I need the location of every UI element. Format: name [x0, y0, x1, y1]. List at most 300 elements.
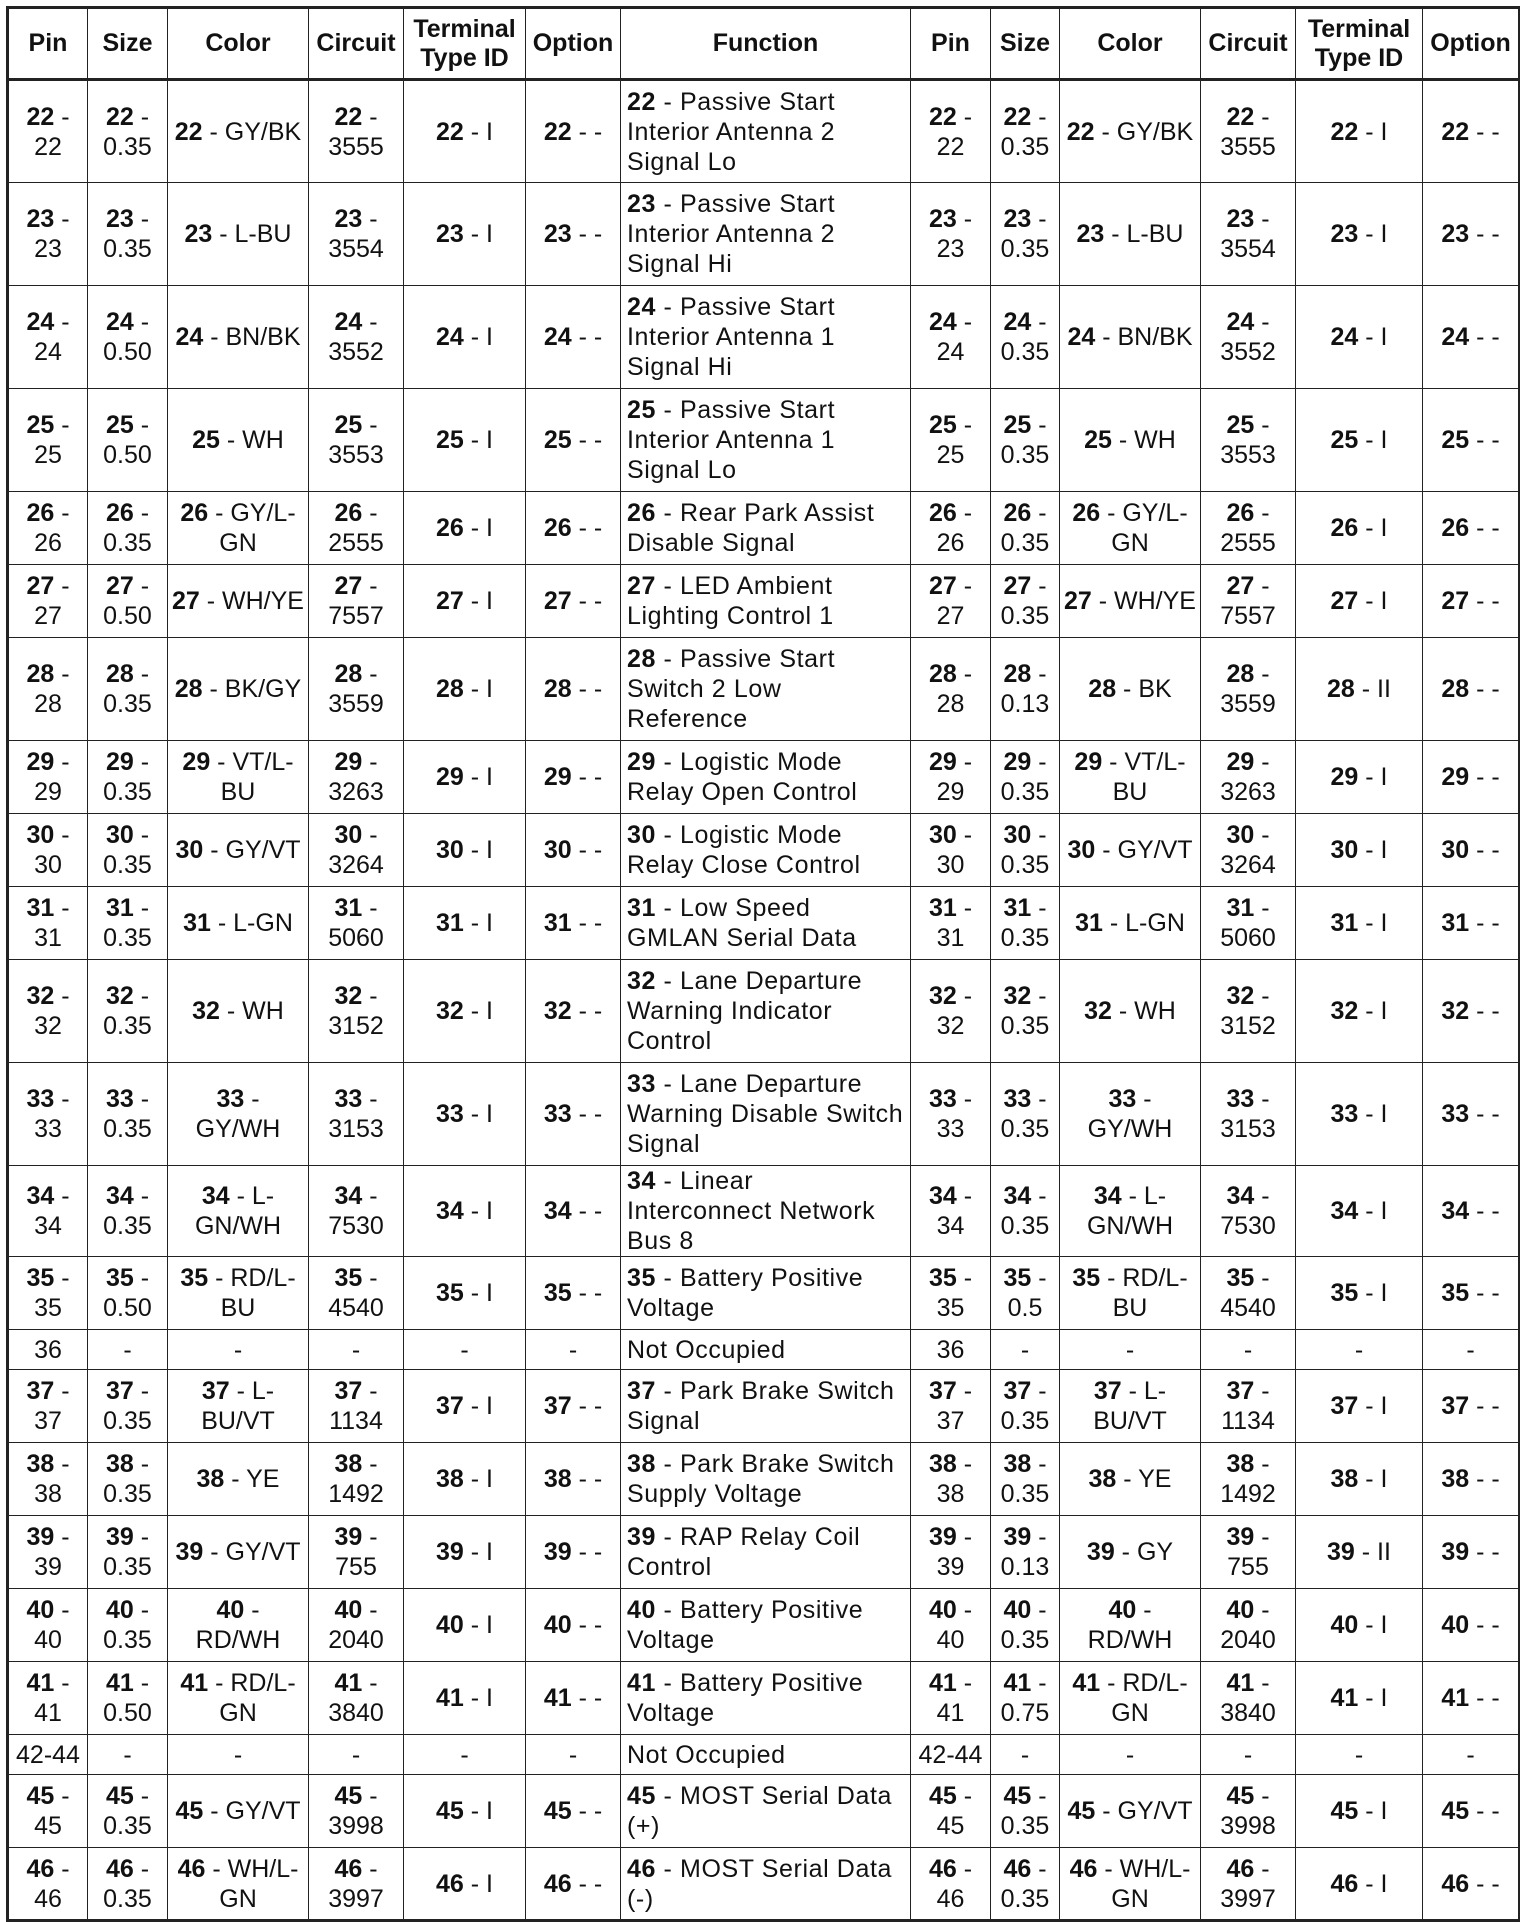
- color-cell-right: [1060, 887, 1201, 960]
- pin-cell-right-value: - 37: [936, 1377, 973, 1435]
- option-cell-left: [526, 638, 621, 741]
- option-cell-right-number: 23: [1441, 220, 1470, 248]
- pin-cell-left: [8, 492, 88, 565]
- terminal-type-cell-right-value: - I: [1358, 1279, 1388, 1307]
- function-number: 38: [627, 1450, 657, 1478]
- size-cell-right-value: - 0.35: [1000, 102, 1050, 161]
- terminal-type-cell-left-number: 27: [436, 587, 464, 615]
- size-cell-left-value: - 0.50: [103, 411, 152, 469]
- pin-cell-right-number: 24: [928, 308, 957, 336]
- color-cell-left-value: - GY/WH: [195, 1085, 281, 1143]
- pin-cell-right: [911, 960, 991, 1063]
- size-cell-right-value: - 0.35: [1000, 499, 1050, 557]
- circuit-cell-left-value: - 3554: [328, 205, 384, 263]
- pin-cell-right-value: - 39: [936, 1523, 973, 1581]
- function-number: 29: [627, 748, 657, 776]
- terminal-type-cell-left-value: - I: [463, 1611, 493, 1639]
- terminal-type-cell-right-value: - I: [1358, 909, 1388, 937]
- color-cell-left: [168, 1775, 309, 1848]
- option-cell-right: [1423, 1443, 1520, 1516]
- circuit-cell-right-number: 24: [1226, 308, 1255, 336]
- option-cell-left-value: - -: [571, 763, 603, 791]
- size-cell-left-number: 38: [105, 1450, 134, 1478]
- option-cell-right-number: 32: [1441, 997, 1470, 1025]
- pin-cell-left: [8, 1370, 88, 1443]
- terminal-type-cell-right-value: - I: [1358, 514, 1388, 542]
- size-cell-right-value: - 0.35: [1000, 821, 1050, 879]
- terminal-type-cell-right-number: 24: [1330, 323, 1359, 351]
- color-cell-right: [1060, 1257, 1201, 1330]
- function-text: - Battery Positive Voltage: [627, 1669, 864, 1727]
- color-cell-right-value: - YE: [1116, 1465, 1172, 1493]
- circuit-cell-right: [1201, 1516, 1296, 1589]
- circuit-cell-left-value: - 4540: [328, 1264, 384, 1322]
- circuit-cell-right: [1201, 1775, 1296, 1848]
- size-cell-right-value: - 0.35: [1000, 1450, 1050, 1508]
- function-text: - Logistic Mode Relay Open Control: [627, 748, 858, 806]
- circuit-cell-right: [1201, 814, 1296, 887]
- color-cell-left-value: - L-BU: [212, 220, 292, 248]
- table-row: [8, 80, 1520, 183]
- circuit-cell-left-number: 31: [334, 894, 363, 922]
- color-cell-right: [1060, 1370, 1201, 1443]
- circuit-cell-left: [309, 1516, 404, 1589]
- pin-cell-left: [8, 183, 88, 286]
- size-cell-left: [88, 1589, 168, 1662]
- circuit-cell-left: [309, 1166, 404, 1257]
- terminal-type-cell-right-value: - I: [1358, 1197, 1388, 1225]
- pin-cell-right-value: - 34: [936, 1182, 973, 1240]
- function-cell: [621, 1662, 911, 1735]
- color-cell-right: [1060, 638, 1201, 741]
- color-cell-right-value: - L-GN: [1102, 909, 1185, 937]
- option-cell-right-number: 22: [1441, 117, 1470, 146]
- pin-cell-right-number: 31: [928, 894, 957, 922]
- color-cell-right-value: - RD/WH: [1087, 1596, 1173, 1654]
- circuit-cell-right: [1201, 1443, 1296, 1516]
- option-cell-left-value: - -: [571, 426, 603, 454]
- pin-cell-right-number: 33: [928, 1085, 957, 1113]
- color-cell-left: [168, 1589, 309, 1662]
- function-text: - Passive Start Switch 2 Low Reference: [627, 645, 836, 733]
- color-cell-left-value: - L-GN: [210, 909, 293, 937]
- function-number: 24: [627, 293, 657, 321]
- color-cell-left-number: 33: [216, 1085, 245, 1113]
- terminal-type-cell-left-number: 24: [436, 323, 464, 351]
- option-cell-left: [526, 183, 621, 286]
- header-terminal-type-id-left: Terminal Type ID: [404, 8, 526, 80]
- color-cell-right: [1060, 1443, 1201, 1516]
- pin-cell-left-value: - 41: [34, 1669, 70, 1727]
- option-cell-right: [1423, 960, 1520, 1063]
- size-cell-right-value: - 0.35: [1000, 982, 1050, 1040]
- color-cell-right: [1060, 1166, 1201, 1257]
- function-text: - Battery Positive Voltage: [627, 1264, 864, 1322]
- pin-cell-right-number: 46: [928, 1854, 957, 1883]
- circuit-cell-right: [1201, 565, 1296, 638]
- color-cell-right: [1060, 492, 1201, 565]
- size-cell-left-number: 25: [105, 411, 134, 439]
- pin-cell-right: [911, 1257, 991, 1330]
- pin-cell-left-value: - 40: [34, 1596, 70, 1654]
- circuit-cell-right-number: 41: [1226, 1669, 1255, 1697]
- size-cell-left-value: - 0.35: [103, 660, 152, 718]
- size-cell-left-number: 34: [105, 1182, 134, 1210]
- size-cell-right: [991, 286, 1060, 389]
- color-cell-left: [168, 1662, 309, 1735]
- color-cell-left-value: - GY/VT: [203, 836, 301, 864]
- size-cell-left-number: 37: [105, 1377, 134, 1405]
- terminal-type-cell-right-value: - I: [1358, 1611, 1388, 1639]
- option-cell-right-value: - -: [1469, 117, 1500, 146]
- pin-cell-left-number: 46: [26, 1854, 55, 1883]
- color-cell-left-number: 32: [192, 997, 220, 1025]
- header-size-left: Size: [88, 8, 168, 80]
- size-cell-left: [88, 814, 168, 887]
- circuit-cell-right-number: 23: [1226, 205, 1255, 233]
- option-cell-left-value: - -: [571, 675, 603, 703]
- size-cell-left-value: - 0.35: [103, 1377, 152, 1435]
- pin-cell-left-number: 28: [26, 660, 55, 688]
- pin-cell-right-value: - 38: [936, 1450, 973, 1508]
- terminal-type-cell-right-number: 41: [1330, 1684, 1359, 1712]
- function-cell: [621, 389, 911, 492]
- circuit-cell-right-value: - 3263: [1220, 748, 1276, 806]
- terminal-type-cell-left: [404, 183, 526, 286]
- pin-cell-left: [8, 1775, 88, 1848]
- terminal-type-cell-left-number: 41: [436, 1684, 464, 1712]
- size-cell-left: [88, 638, 168, 741]
- function-text: - Park Brake Switch Signal: [627, 1377, 895, 1435]
- terminal-type-cell-left-value: - I: [463, 1100, 493, 1128]
- option-cell-left: [526, 887, 621, 960]
- option-cell-right-number: 38: [1441, 1465, 1470, 1493]
- option-cell-right: [1423, 1370, 1520, 1443]
- circuit-cell-right-number: 45: [1226, 1782, 1255, 1810]
- pin-cell-left-number: 45: [26, 1782, 55, 1810]
- empty-cell: -: [1060, 1330, 1201, 1370]
- size-cell-right-number: 27: [1003, 572, 1032, 600]
- circuit-cell-right: [1201, 286, 1296, 389]
- function-text: - Logistic Mode Relay Close Control: [627, 821, 861, 879]
- function-cell: [621, 814, 911, 887]
- option-cell-left-value: - -: [571, 220, 603, 248]
- size-cell-left: [88, 1063, 168, 1166]
- circuit-cell-left-number: 25: [334, 411, 363, 439]
- circuit-cell-left-number: 39: [334, 1523, 363, 1551]
- pin-cell-right-value: - 23: [936, 205, 973, 263]
- size-cell-left-value: - 0.35: [103, 499, 152, 557]
- function-number: 46: [627, 1854, 657, 1883]
- function-cell: [621, 1443, 911, 1516]
- pin-cell-left: [8, 741, 88, 814]
- terminal-type-cell-left-number: 37: [436, 1392, 464, 1420]
- option-cell-right: [1423, 1166, 1520, 1257]
- size-cell-left-value: - 0.35: [103, 1782, 152, 1840]
- function-number: 23: [627, 190, 657, 218]
- option-cell-right-number: 31: [1441, 909, 1470, 937]
- terminal-type-cell-left-number: 40: [436, 1611, 464, 1639]
- option-cell-right-number: 28: [1441, 675, 1470, 703]
- terminal-type-cell-left-number: 39: [436, 1538, 464, 1566]
- option-cell-right: [1423, 492, 1520, 565]
- terminal-type-cell-left-value: - I: [463, 1197, 493, 1225]
- circuit-cell-left-value: - 7530: [328, 1182, 384, 1240]
- terminal-type-cell-right-value: - I: [1358, 323, 1388, 351]
- circuit-cell-left-number: 40: [334, 1596, 363, 1624]
- circuit-cell-right-value: - 755: [1227, 1523, 1270, 1581]
- terminal-type-cell-right-value: - I: [1358, 1100, 1388, 1128]
- option-cell-left: [526, 286, 621, 389]
- circuit-cell-right-number: 39: [1226, 1523, 1255, 1551]
- circuit-cell-right-value: - 3840: [1220, 1669, 1276, 1727]
- color-cell-right: [1060, 389, 1201, 492]
- terminal-type-cell-left-value: - I: [463, 426, 493, 454]
- option-cell-left-value: - -: [571, 117, 603, 146]
- pin-cell-left-value: - 46: [34, 1854, 70, 1913]
- option-cell-right-number: 34: [1441, 1197, 1470, 1225]
- circuit-cell-right-number: 30: [1226, 821, 1255, 849]
- color-cell-left-number: 35: [180, 1264, 209, 1292]
- option-cell-left-value: - -: [571, 909, 603, 937]
- terminal-type-cell-right-value: - II: [1354, 1538, 1391, 1566]
- function-cell: [621, 1063, 911, 1166]
- pin-cell-right: [911, 183, 991, 286]
- option-cell-left-number: 38: [543, 1465, 572, 1493]
- size-cell-left: [88, 1848, 168, 1921]
- color-cell-right-number: 38: [1088, 1465, 1117, 1493]
- pin-cell-right-number: 27: [928, 572, 957, 600]
- size-cell-left-value: - 0.35: [103, 1450, 152, 1508]
- circuit-cell-left-value: - 3264: [328, 821, 384, 879]
- circuit-cell-right-value: - 3552: [1220, 308, 1276, 366]
- pin-cell-left-value: - 23: [34, 205, 70, 263]
- empty-cell: -: [991, 1330, 1060, 1370]
- color-cell-left-number: 41: [180, 1669, 209, 1697]
- circuit-cell-left: [309, 389, 404, 492]
- function-text: - MOST Serial Data (+): [627, 1782, 893, 1840]
- pin-cell-right-number: 34: [928, 1182, 957, 1210]
- terminal-type-cell-right: [1296, 887, 1423, 960]
- option-cell-left-value: - -: [571, 997, 603, 1025]
- color-cell-left-number: 34: [201, 1182, 230, 1210]
- size-cell-right-value: - 0.35: [1000, 1854, 1050, 1913]
- option-cell-left: [526, 1848, 621, 1921]
- circuit-cell-right-value: - 3555: [1220, 102, 1276, 161]
- circuit-cell-right-value: - 1492: [1220, 1450, 1276, 1508]
- pin-cell-left: [8, 1516, 88, 1589]
- pin-cell-left-number: 27: [26, 572, 55, 600]
- pin-cell-left-value: - 24: [34, 308, 70, 366]
- option-cell-left-value: - -: [571, 1197, 603, 1225]
- color-cell-left-value: - GY/L-GN: [208, 499, 296, 557]
- function-number: 22: [627, 87, 657, 116]
- option-cell-right-value: - -: [1469, 1465, 1500, 1493]
- option-cell-right: [1423, 389, 1520, 492]
- option-cell-right-number: 24: [1441, 323, 1470, 351]
- option-cell-left-value: - -: [571, 1392, 603, 1420]
- size-cell-right-value: - 0.35: [1000, 411, 1050, 469]
- terminal-type-cell-left-value: - I: [463, 1684, 493, 1712]
- circuit-cell-left: [309, 960, 404, 1063]
- terminal-type-cell-left-number: 46: [436, 1869, 464, 1898]
- circuit-cell-left-number: 38: [334, 1450, 363, 1478]
- empty-cell: -: [1060, 1735, 1201, 1775]
- terminal-type-cell-right-value: - I: [1358, 426, 1388, 454]
- option-cell-left-number: 28: [543, 675, 572, 703]
- terminal-type-cell-right: [1296, 741, 1423, 814]
- function-cell: [621, 1516, 911, 1589]
- pin-cell-right: [911, 638, 991, 741]
- circuit-cell-left-value: - 3153: [328, 1085, 384, 1143]
- size-cell-right-value: - 0.35: [1000, 894, 1050, 952]
- circuit-cell-right-value: - 3553: [1220, 411, 1276, 469]
- pin-cell-right: [911, 389, 991, 492]
- pin-cell-right: [911, 1063, 991, 1166]
- function-text: - Battery Positive Voltage: [627, 1596, 864, 1654]
- circuit-cell-right-value: - 3152: [1220, 982, 1276, 1040]
- terminal-type-cell-right-value: - I: [1358, 997, 1388, 1025]
- color-cell-left: [168, 814, 309, 887]
- pin-cell-right: [911, 1662, 991, 1735]
- option-cell-right: [1423, 741, 1520, 814]
- color-cell-left-number: 25: [192, 426, 220, 454]
- table-row: [8, 638, 1520, 741]
- function-number: 34: [627, 1167, 657, 1195]
- option-cell-left: [526, 1257, 621, 1330]
- size-cell-left-value: - 0.50: [103, 572, 152, 630]
- table-row: [8, 389, 1520, 492]
- color-cell-left-value: - WH: [219, 997, 284, 1025]
- color-cell-left: [168, 1848, 309, 1921]
- pin-cell-left: [8, 1662, 88, 1735]
- color-cell-right-number: 25: [1084, 426, 1112, 454]
- circuit-cell-left-number: 29: [334, 748, 363, 776]
- color-cell-right-value: - GY/WH: [1087, 1085, 1173, 1143]
- terminal-type-cell-left: [404, 741, 526, 814]
- option-cell-left: [526, 1589, 621, 1662]
- function-number: 40: [627, 1596, 657, 1624]
- pin-cell-left: [8, 286, 88, 389]
- option-cell-right-value: - -: [1469, 997, 1500, 1025]
- terminal-type-cell-left: [404, 1848, 526, 1921]
- size-cell-right-value: - 0.35: [1000, 1377, 1050, 1435]
- size-cell-right: [991, 814, 1060, 887]
- size-cell-left-number: 45: [105, 1782, 134, 1810]
- option-cell-left-value: - -: [571, 1611, 603, 1639]
- header-pin-right: Pin: [911, 8, 991, 80]
- size-cell-right: [991, 183, 1060, 286]
- size-cell-right: [991, 492, 1060, 565]
- pin-cell-right: [911, 80, 991, 183]
- size-cell-right-value: - 0.35: [1000, 205, 1050, 263]
- size-cell-right-number: 46: [1003, 1854, 1032, 1883]
- size-cell-left-value: - 0.35: [103, 1523, 152, 1581]
- terminal-type-cell-right-number: 38: [1330, 1465, 1359, 1493]
- circuit-cell-right-number: 26: [1226, 499, 1255, 527]
- option-cell-right: [1423, 1775, 1520, 1848]
- pin-cell-left-value: - 30: [34, 821, 70, 879]
- option-cell-right: [1423, 565, 1520, 638]
- option-cell-left-value: - -: [571, 1684, 603, 1712]
- color-cell-left-number: 30: [175, 836, 204, 864]
- circuit-cell-right: [1201, 389, 1296, 492]
- option-cell-right-value: - -: [1469, 323, 1500, 351]
- size-cell-left: [88, 1443, 168, 1516]
- header-option-right: Option: [1423, 8, 1520, 80]
- function-number: 27: [627, 572, 657, 600]
- color-cell-left-value: - RD/L-BU: [208, 1264, 296, 1322]
- size-cell-right: [991, 960, 1060, 1063]
- size-cell-left: [88, 1516, 168, 1589]
- table-row: [8, 1516, 1520, 1589]
- function-text: - LED Ambient Lighting Control 1: [627, 572, 834, 630]
- pin-cell-left: [8, 1589, 88, 1662]
- option-cell-left-value: - -: [571, 1100, 603, 1128]
- option-cell-right-number: 45: [1441, 1797, 1470, 1825]
- option-cell-left: [526, 1063, 621, 1166]
- terminal-type-cell-left: [404, 1443, 526, 1516]
- terminal-type-cell-right-value: - I: [1358, 836, 1388, 864]
- pin-cell-left-number: 23: [26, 205, 55, 233]
- table-row: [8, 1662, 1520, 1735]
- circuit-cell-left-value: - 3840: [328, 1669, 384, 1727]
- option-cell-right-number: 37: [1441, 1392, 1470, 1420]
- terminal-type-cell-right-value: - I: [1358, 1797, 1388, 1825]
- circuit-cell-left-value: - 7557: [328, 572, 384, 630]
- size-cell-right-number: 23: [1003, 205, 1032, 233]
- color-cell-right-number: 26: [1072, 499, 1101, 527]
- option-cell-left-value: - -: [571, 1869, 603, 1898]
- table-row: [8, 1735, 1520, 1775]
- circuit-cell-left-value: - 3997: [328, 1854, 384, 1913]
- function-cell: [621, 960, 911, 1063]
- function-number: 32: [627, 967, 657, 995]
- circuit-cell-left: [309, 1257, 404, 1330]
- color-cell-left-number: 46: [177, 1854, 206, 1883]
- header-pin-left: Pin: [8, 8, 88, 80]
- size-cell-right: [991, 1662, 1060, 1735]
- size-cell-left-number: 40: [105, 1596, 134, 1624]
- size-cell-left-value: - 0.35: [103, 1596, 152, 1654]
- color-cell-right: [1060, 1848, 1201, 1921]
- pin-cell-left-number: 32: [26, 982, 55, 1010]
- circuit-cell-left: [309, 1370, 404, 1443]
- color-cell-right-value: - WH/YE: [1091, 587, 1196, 615]
- size-cell-left-value: - 0.35: [103, 748, 152, 806]
- function-number: 30: [627, 821, 657, 849]
- function-text: - Lane Departure Warning Indicator Control: [627, 967, 863, 1055]
- size-cell-right-value: - 0.35: [1000, 1782, 1050, 1840]
- empty-cell: -: [88, 1330, 168, 1370]
- circuit-cell-left-number: 37: [334, 1377, 363, 1405]
- size-cell-left-number: 23: [105, 205, 134, 233]
- color-cell-right: [1060, 1063, 1201, 1166]
- color-cell-left-value: - WH/YE: [199, 587, 304, 615]
- color-cell-left-value: - WH/L-GN: [205, 1854, 299, 1913]
- size-cell-right-number: 25: [1003, 411, 1032, 439]
- pin-cell-right-number: 28: [928, 660, 957, 688]
- terminal-type-cell-right-number: 22: [1330, 117, 1359, 146]
- option-cell-right-value: - -: [1469, 1100, 1500, 1128]
- circuit-cell-left-number: 26: [334, 499, 363, 527]
- size-cell-left-value: - 0.35: [103, 821, 152, 879]
- color-cell-right-number: 45: [1067, 1797, 1096, 1825]
- option-cell-left-number: 25: [543, 426, 572, 454]
- color-cell-right-number: 24: [1067, 323, 1096, 351]
- size-cell-left-number: 32: [105, 982, 134, 1010]
- table-row: [8, 1063, 1520, 1166]
